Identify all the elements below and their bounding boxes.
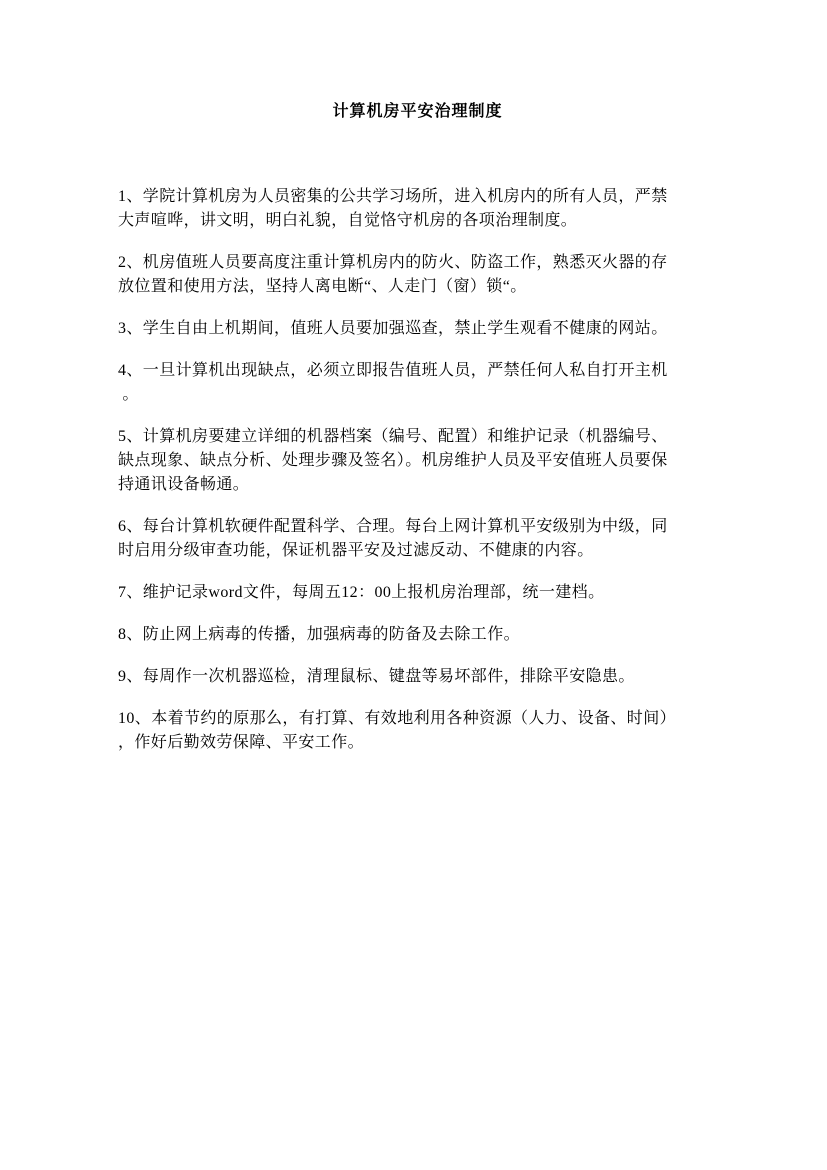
- text-line: 7、维护记录word文件，每周五12：00上报机房治理部，统一建档。: [118, 584, 605, 601]
- text-line: 2、机房值班人员要高度注重计算机房内的防火、防盗工作，熟悉灭火器的存: [118, 254, 668, 271]
- text-line: 。: [118, 386, 139, 403]
- text-line: 1、学院计算机房为人员密集的公共学习场所，进入机房内的所有人员，严禁: [118, 188, 668, 205]
- text-line: ，作好后勤效劳保障、平安工作。: [118, 734, 365, 751]
- text-line: 4、一旦计算机出现缺点，必须立即报告值班人员，严禁任何人私自打开主机: [118, 362, 668, 379]
- text-line: 10、本着节约的原那么，有打算、有效地利用各种资源（人力、设备、时间）: [118, 710, 677, 727]
- text-line: 时启用分级审查功能，保证机器平安及过滤反动、不健康的内容。: [118, 542, 594, 559]
- paragraph: [118, 185, 717, 233]
- paragraph: [118, 623, 717, 647]
- paragraph: [118, 515, 717, 563]
- text-line: 5、计算机房要建立详细的机器档案（编号、配置）和维护记录（机器编号、: [118, 428, 668, 445]
- text-line: 持通讯设备畅通。: [118, 476, 250, 493]
- text-line: 6、每台计算机软硬件配置科学、合理。每台上网计算机平安级别为中级，同: [118, 518, 668, 535]
- paragraph: [118, 665, 717, 689]
- paragraph: [118, 359, 717, 407]
- document-title: 计算机房平安治理制度: [332, 103, 503, 120]
- paragraph: [118, 425, 717, 497]
- text-line: 大声喧哗，讲文明，明白礼貌，自觉恪守机房的各项治理制度。: [118, 212, 578, 229]
- paragraph: [118, 251, 717, 299]
- text-line: 8、防止网上病毒的传播，加强病毒的防备及去除工作。: [118, 626, 521, 643]
- text-line: 缺点现象、缺点分析、处理步骤及签名）。机房维护人员及平安值班人员要保: [118, 452, 668, 469]
- text-line: 3、学生自由上机期间，值班人员要加强巡查，禁止学生观看不健康的网站。: [118, 320, 668, 337]
- text-line: 放位置和使用方法，坚持人离电断“、人走门（窗）锁“。: [118, 278, 527, 295]
- paragraph: [118, 707, 717, 755]
- paragraph: [118, 581, 717, 605]
- paragraph: [118, 317, 717, 341]
- document-body: [118, 185, 717, 755]
- text-line: 9、每周作一次机器巡检，清理鼠标、键盘等易坏部件，排除平安隐患。: [118, 668, 635, 685]
